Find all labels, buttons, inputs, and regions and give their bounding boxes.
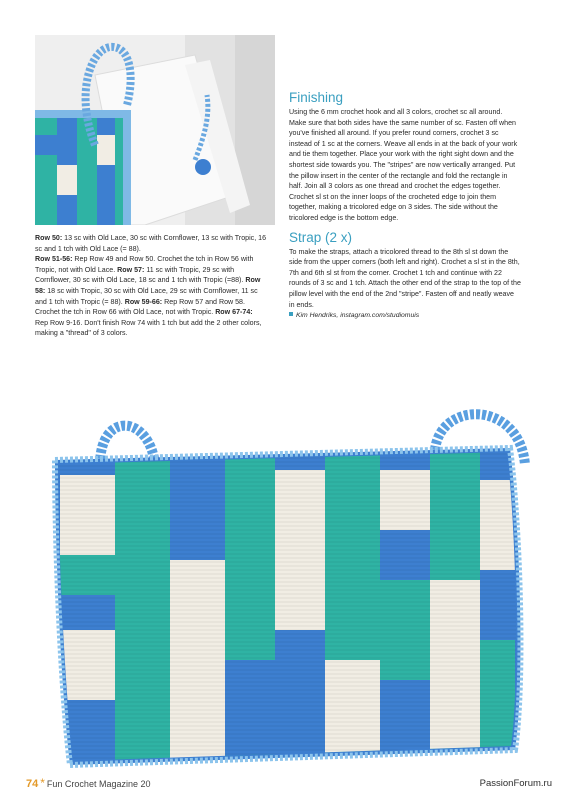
photo-strap-detail — [35, 35, 275, 225]
designer-credit: Kim Hendriks, instagram.com/studiomuis — [289, 311, 521, 322]
magazine-title: Fun Crochet Magazine 20 — [46, 779, 151, 789]
finishing-heading: Finishing — [289, 90, 344, 105]
instructions-rows — [35, 233, 267, 339]
row-50-paragraph: Row 50: 13 sc with Old Lace, 30 sc with Cornflower, 13 sc with Tropic, 16 sc and 1 tch with Old Lace (= 88). — [35, 234, 267, 253]
bullet-square-icon — [289, 312, 293, 316]
strap-text: To make the straps, attach a tricolored thread to the 8th sl st down the side from the upper corners (both left and right). Crochet a sl st in the 8th, 7th and 6th sl st from the corner. Crochet 1 tch and continue with 22 rounds of 3 sc and 1 tch. Attach the other end of the strap to the top of the pillow level with the end of the 2nd "stripe". Fasten off and neatly weave in ends. — [289, 247, 521, 309]
page-footer — [26, 776, 150, 790]
page-number: 74 — [26, 778, 39, 790]
strap-heading: Strap (2 x) — [289, 229, 353, 245]
finishing-text: Using the 6 mm crochet hook and all 3 colors, crochet sc all around. Make sure that both sides have the same number of sc. Fasten off when you've finished all around. If you prefer round corners, crochet 3 sc instead of 1 sc at the corners. Weave all ends in at the back of your work and tie them together. Place your work with the right sight down and the shortest side towards you. The "stripes" are now vertically arranged. Put the pillow insert in the center of the rectangle and fold the rectangle in half. Join all 3 colors as one thread and crochet the edges together. Crochet sl st on the inner loops of the crocheted edge to join them together, making a tricolored edge on 3 sides. The side without the tricolored edge is the bottom edge. — [289, 108, 518, 222]
star-icon: * — [40, 776, 45, 790]
row-51-74-paragraph: Row 51-56: Rep Row 49 and Row 50. Crochet the tch in Row 56 with Tropic, not with Old Lace. Row 57: 11 sc with Tropic, 29 sc with Cornflower, 30 sc with Old Lace, 18 sc and 1 tch with Tropic (=88). Row 58: 18 sc with Tropic, 30 sc with Old Lace, 29 sc with Cornflower, 11 sc and 1 tch with Tropic (= 88). Row 59-66: Rep Row 57 and Row 58. Crochet the tch in Row 66 with Old Lace, not with Tropic. Row 67-74: Rep Row 9-16. Don't finish Row 74 with 1 tch but add the 2 other colors, making a "thread" of 3 colors. — [35, 255, 262, 338]
finishing-section — [289, 90, 521, 322]
photo-pillow — [0, 380, 566, 800]
watermark: PassionForum.ru — [479, 778, 552, 789]
